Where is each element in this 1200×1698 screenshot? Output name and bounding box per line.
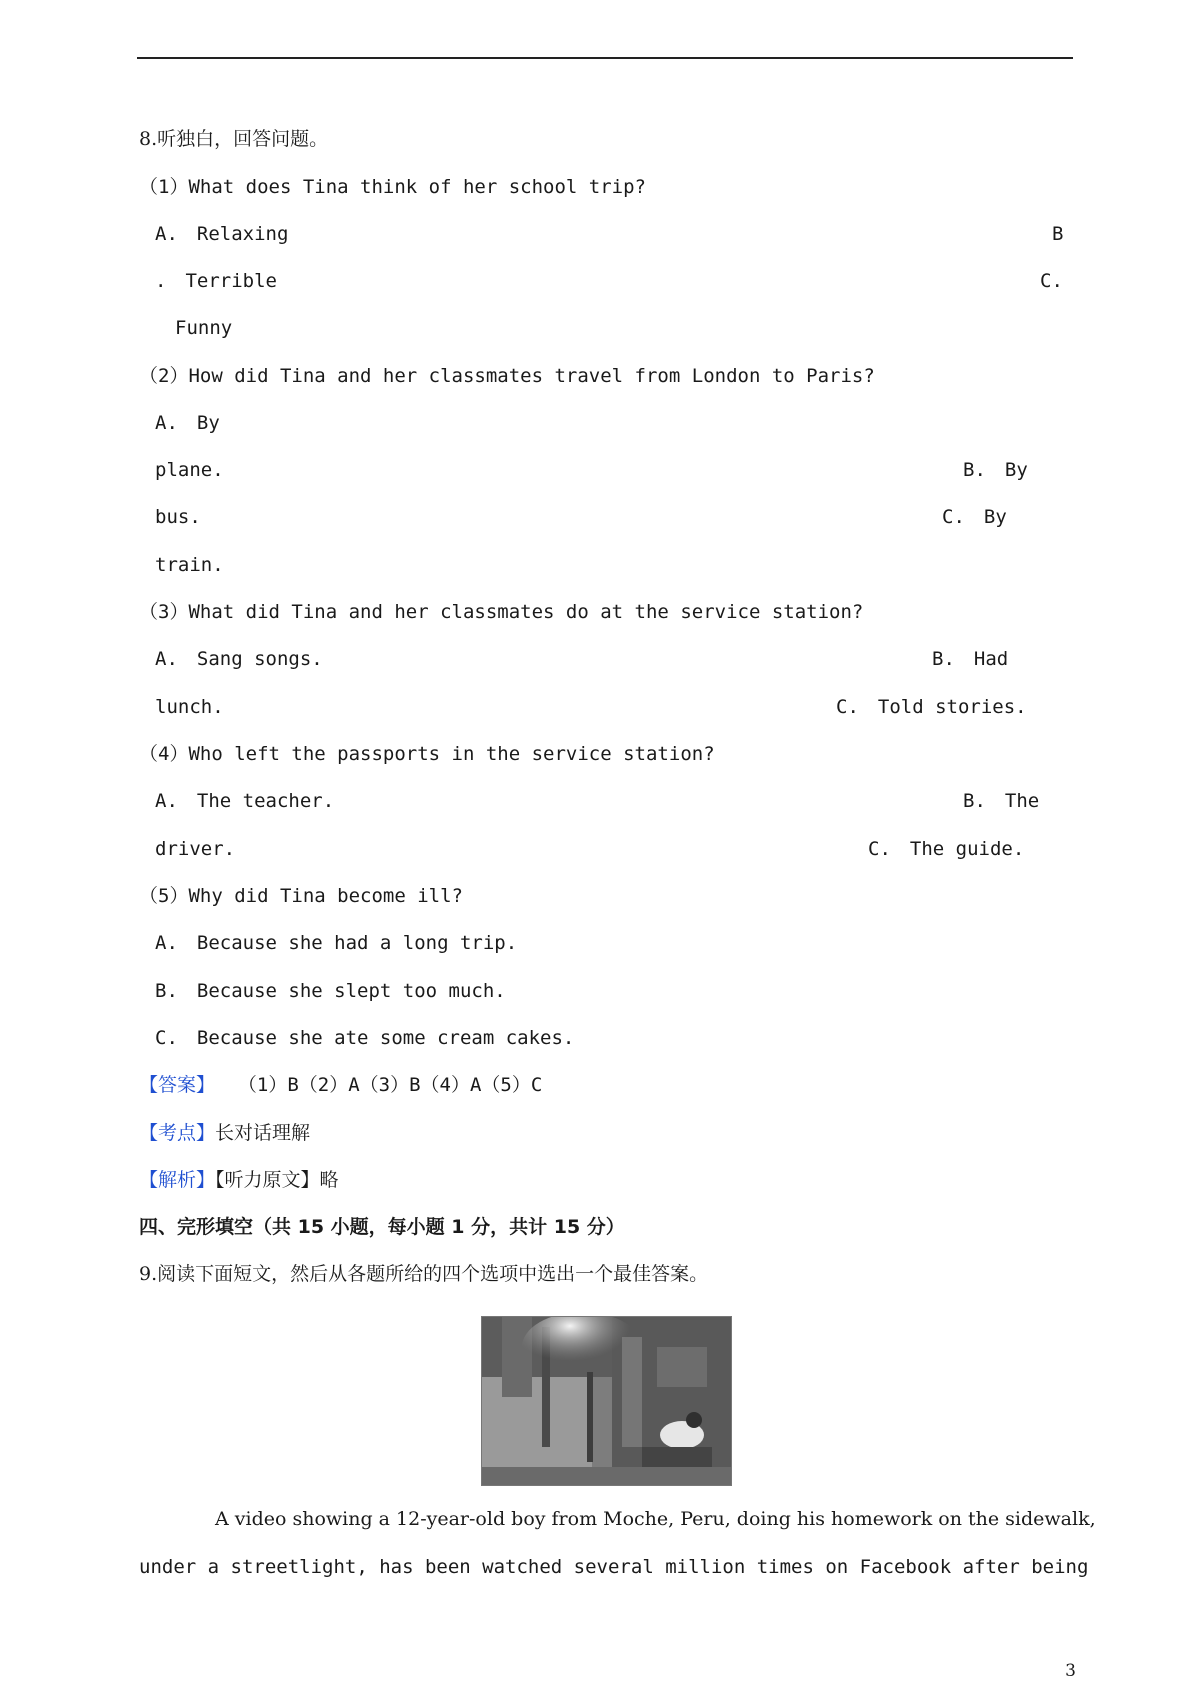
q4-option-c: C. The guide.: [868, 838, 1025, 860]
analysis-line: [139, 1168, 339, 1192]
point-text: 长对话理解: [215, 1122, 311, 1144]
analysis-tag: 【解析】: [139, 1169, 216, 1191]
q2-option-c: C. By: [942, 506, 1007, 528]
page-number: 3: [1065, 1661, 1076, 1681]
answer-line: [139, 1073, 542, 1097]
header-rule: [137, 57, 1073, 59]
q2-option-c-cont: train.: [155, 554, 224, 576]
q2-option-a-cont: plane.: [155, 459, 224, 481]
q1-option-b-text: . Terrible: [155, 270, 277, 292]
q3-option-a: A. Sang songs.: [155, 648, 323, 670]
analysis-text: 【听力原文】略: [215, 1169, 339, 1191]
question-9-title: 9.阅读下面短文，然后从各题所给的四个选项中选出一个最佳答案。: [139, 1263, 709, 1285]
q1-option-a: A. Relaxing: [155, 223, 289, 245]
q2-option-a: A. By: [155, 412, 220, 434]
q1-option-b-letter: B: [1052, 223, 1064, 245]
answer-tag: 【答案】: [139, 1074, 216, 1096]
q3-stem: （3）What did Tina and her classmates do at the service station?: [139, 601, 864, 623]
q5-stem: （5）Why did Tina become ill?: [139, 885, 463, 907]
q2-stem: （2）How did Tina and her classmates travel from London to Paris?: [139, 365, 875, 387]
q3-option-c: C. Told stories.: [836, 696, 1027, 718]
point-tag: 【考点】: [139, 1122, 216, 1144]
q4-stem: （4）Who left the passports in the service station?: [139, 743, 715, 765]
passage-line-1: A video showing a 12-year-old boy from Moche, Peru, doing his homework on the sidewalk,: [215, 1508, 1096, 1530]
q3-option-b-cont: lunch.: [155, 696, 224, 718]
section-heading: 四、完形填空（共 15 小题，每小题 1 分，共计 15 分）: [139, 1216, 625, 1238]
q2-option-b: B. By: [963, 459, 1028, 481]
answer-text: （1）B（2）A（3）B（4）A（5）C: [237, 1074, 543, 1096]
point-line: [139, 1121, 310, 1145]
passage-line-2: under a streetlight, has been watched several million times on Facebook after being: [139, 1556, 1089, 1578]
question-8-title: 8.听独白，回答问题。: [139, 128, 329, 150]
q5-option-a: A. Because she had a long trip.: [155, 932, 518, 954]
q3-option-b: B. Had: [932, 648, 1009, 670]
q1-stem: （1）What does Tina think of her school trip?: [139, 176, 646, 198]
q1-option-c-letter: C.: [1040, 270, 1063, 292]
q5-option-b: B. Because she slept too much.: [155, 980, 506, 1002]
boy-streetlight-photo: [481, 1316, 732, 1486]
q4-option-b: B. The: [963, 790, 1040, 812]
q4-option-a: A. The teacher.: [155, 790, 335, 812]
q2-option-b-cont: bus.: [155, 506, 201, 528]
q4-option-b-cont: driver.: [155, 838, 236, 860]
q1-option-c-text: Funny: [175, 317, 233, 339]
q5-option-c: C. Because she ate some cream cakes.: [155, 1027, 575, 1049]
